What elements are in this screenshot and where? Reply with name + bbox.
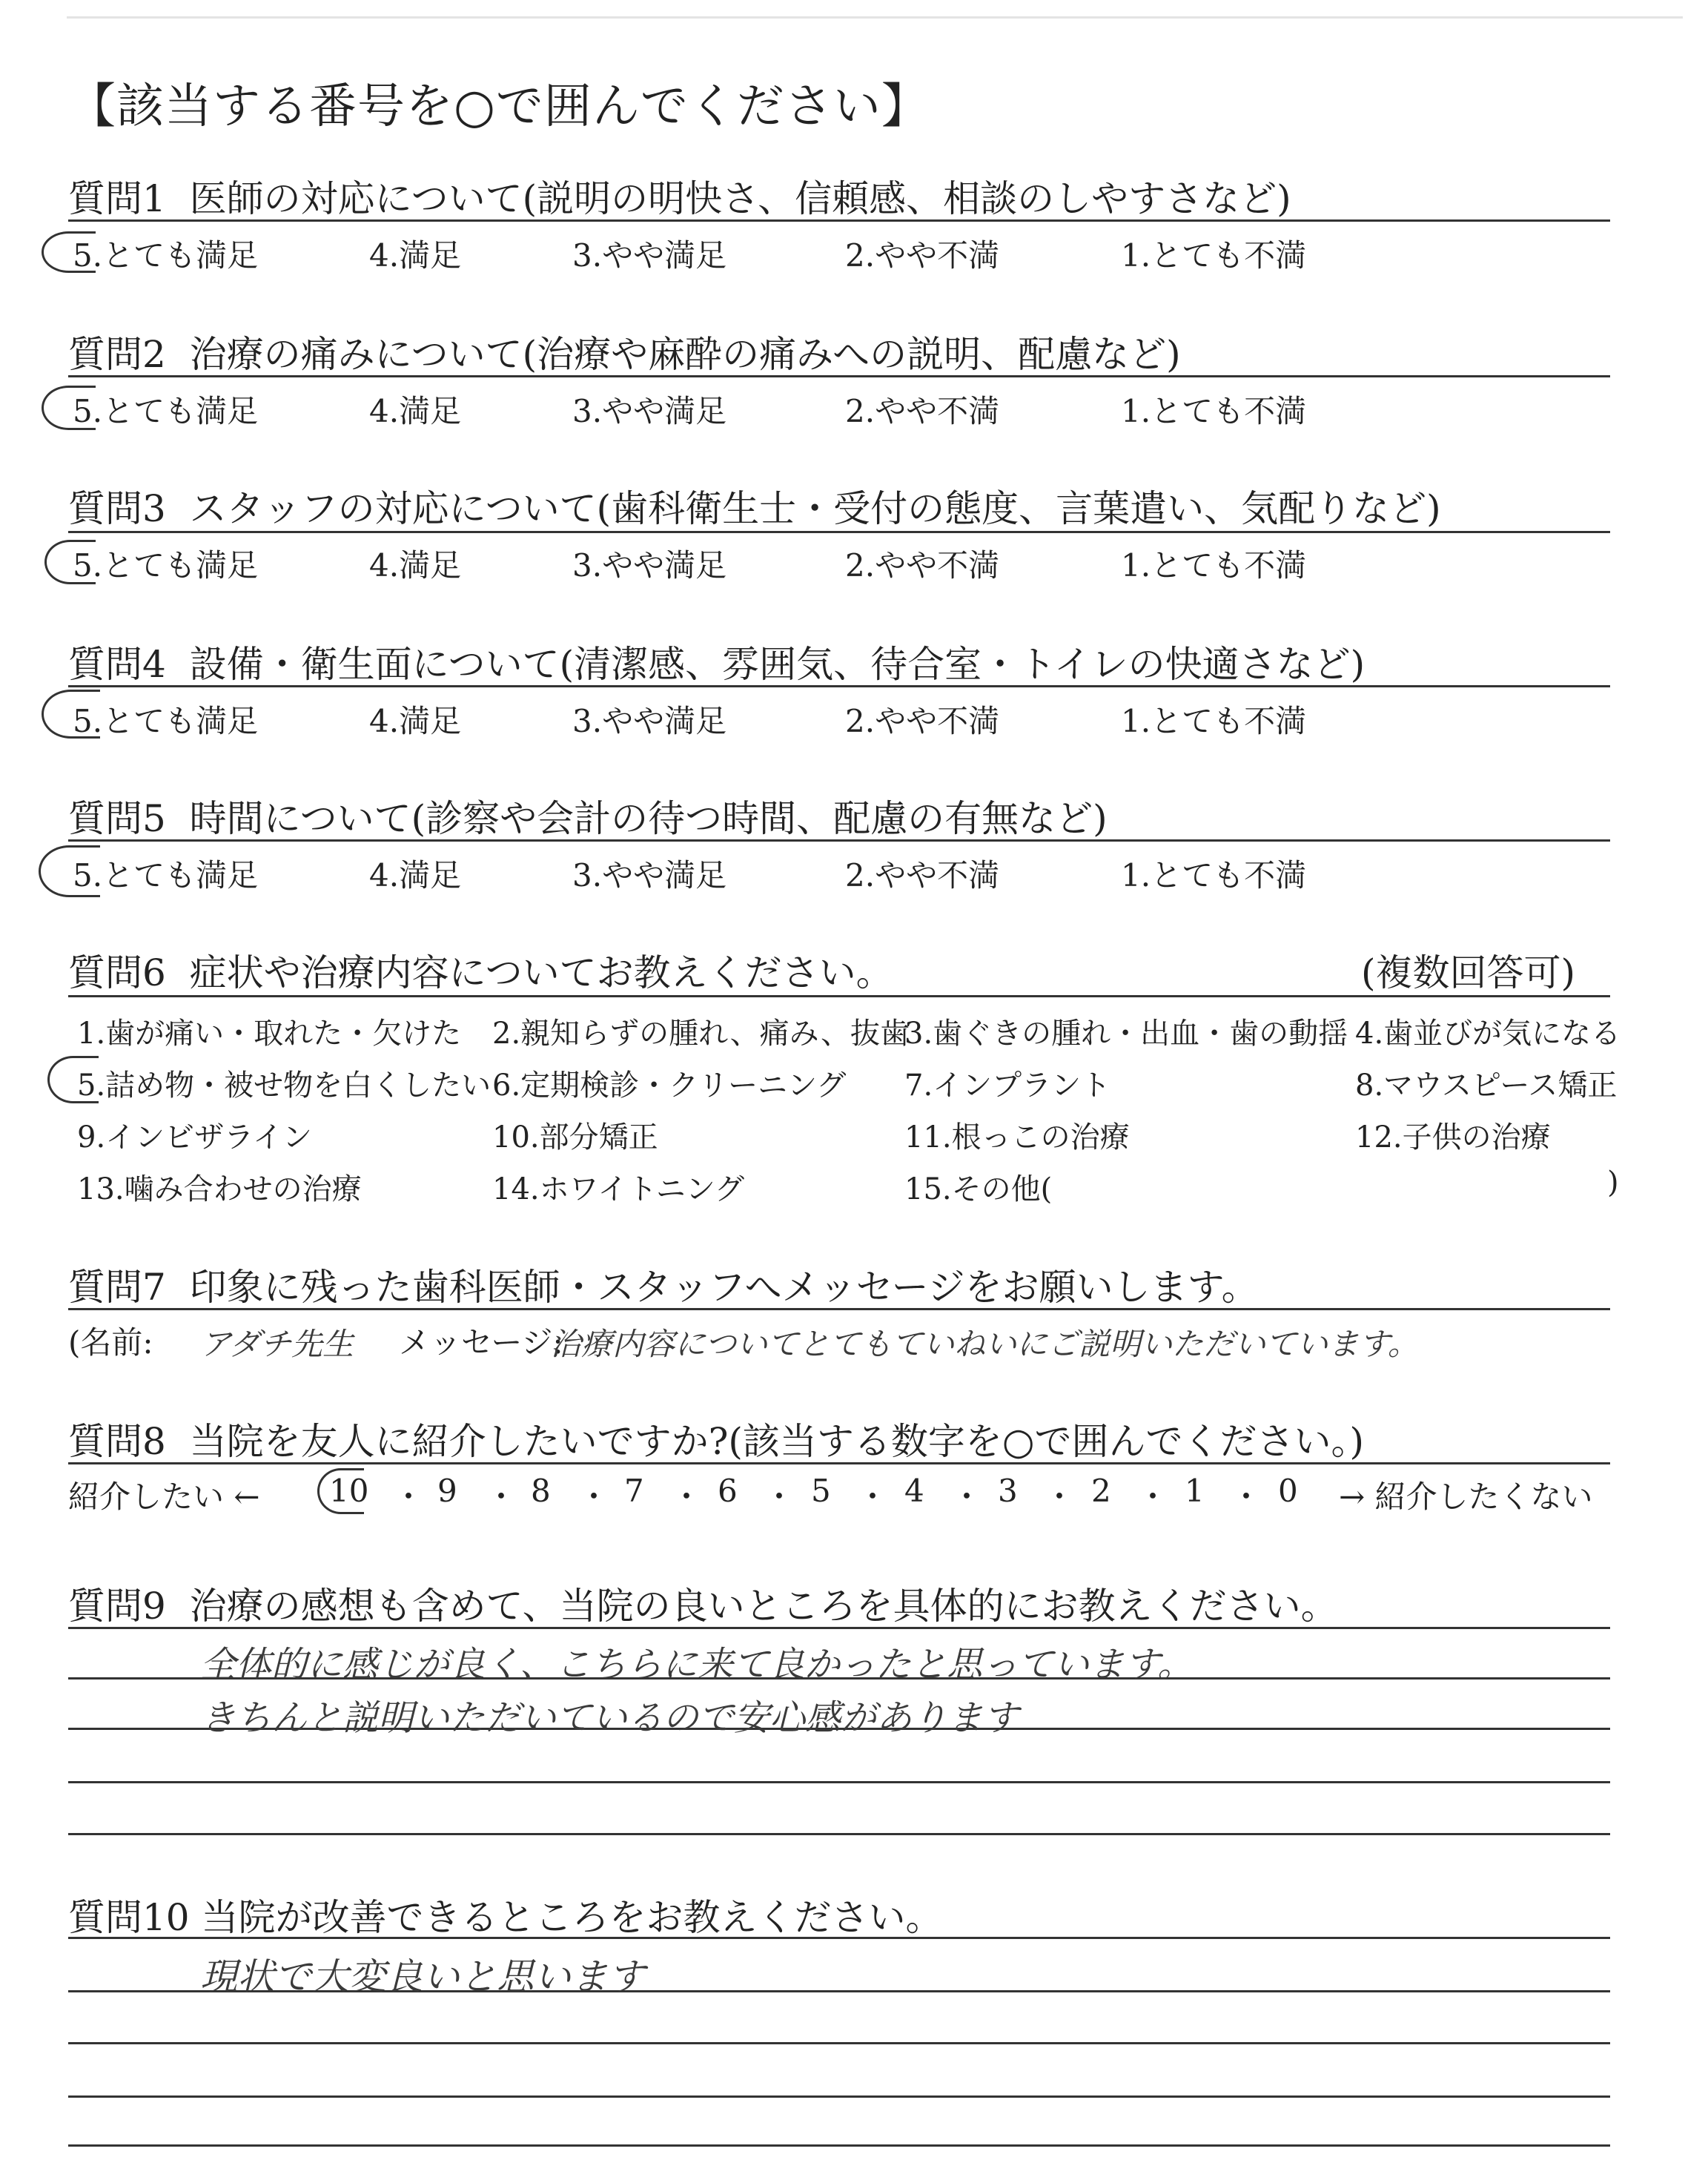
question-4-text: 設備・衛生面について(清潔感、雰囲気、待合室・トイレの快適さなど): [189, 643, 1366, 686]
q6-option-4[interactable]: 4.歯並びが気になる: [1355, 1017, 1621, 1051]
q5-selection-circle: [39, 845, 100, 897]
question-6-rule: [68, 995, 1610, 997]
q8-scale-0[interactable]: 0: [1278, 1473, 1298, 1509]
q3-selection-circle: [44, 540, 96, 584]
q4-option-2[interactable]: 2.やや不満: [845, 703, 1000, 739]
q9-answer-line-1: 全体的に感じが良く、こちらに来て良かったと思っています。: [200, 1644, 1194, 1685]
question-4-rule: [68, 685, 1610, 687]
q5-option-1[interactable]: 1.とても不満: [1121, 857, 1307, 894]
q8-scale-3[interactable]: 3: [998, 1473, 1018, 1509]
q10-line: [68, 1937, 1610, 1939]
q4-option-1[interactable]: 1.とても不満: [1121, 703, 1307, 739]
q8-scale-7[interactable]: 7: [624, 1473, 644, 1509]
question-3: [68, 479, 1441, 532]
question-2-rule: [68, 375, 1610, 377]
question-7-number: 質問7: [68, 1266, 166, 1309]
question-2-number: 質問2: [68, 333, 166, 376]
q8-dot: ・: [578, 1479, 610, 1515]
q10-line: [68, 2144, 1610, 2147]
q1-option-4[interactable]: 4.満足: [369, 237, 462, 274]
q6-option-15-close: ): [1607, 1166, 1619, 1200]
question-6-note: (複数回答可): [1361, 951, 1576, 994]
question-8-text: 当院を友人に紹介したいですか?(該当する数字を○で囲んでください。): [189, 1420, 1365, 1463]
question-4: [68, 635, 1365, 688]
q8-dot: ・: [1137, 1479, 1169, 1515]
q6-option-15[interactable]: 15.その他(: [904, 1172, 1053, 1206]
question-8-rule: [68, 1462, 1610, 1464]
q10-line: [68, 2042, 1610, 2044]
q3-option-5[interactable]: 5.とても満足: [73, 547, 259, 584]
q6-option-6[interactable]: 6.定期検診・クリーニング: [492, 1069, 847, 1103]
q1-option-3[interactable]: 3.やや満足: [572, 237, 727, 274]
question-6: [68, 943, 893, 997]
question-3-text: スタッフの対応について(歯科衛生士・受付の態度、言葉遣い、気配りなど): [189, 487, 1441, 530]
q5-option-4[interactable]: 4.満足: [369, 857, 462, 894]
question-8: [68, 1412, 1364, 1465]
q1-option-5[interactable]: 5.とても満足: [73, 237, 259, 274]
q4-option-3[interactable]: 3.やや満足: [572, 703, 727, 739]
page-title: 【該当する番号を○で囲んでください】: [68, 79, 930, 134]
question-8-number: 質問8: [68, 1420, 166, 1463]
question-7-text: 印象に残った歯科医師・スタッフへメッセージをお願いします。: [189, 1266, 1259, 1309]
q8-scale-5[interactable]: 5: [811, 1473, 831, 1509]
question-1: [68, 169, 1291, 222]
question-3-number: 質問3: [68, 487, 166, 530]
question-4-number: 質問4: [68, 643, 166, 686]
q4-option-5[interactable]: 5.とても満足: [73, 703, 259, 739]
q9-answer-line-2: きちんと説明いただいているので安心感があります: [200, 1697, 1019, 1739]
question-7-rule: [68, 1308, 1610, 1310]
question-2: [68, 325, 1181, 378]
question-7: [68, 1258, 1259, 1311]
question-9: [68, 1576, 1338, 1630]
q2-option-4[interactable]: 4.満足: [369, 393, 462, 429]
q3-option-3[interactable]: 3.やや満足: [572, 547, 727, 584]
q8-scale-4[interactable]: 4: [904, 1473, 924, 1509]
q8-dot: ・: [1231, 1479, 1262, 1515]
question-5-rule: [68, 839, 1610, 842]
question-9-number: 質問9: [68, 1585, 166, 1628]
q8-dot: ・: [671, 1479, 703, 1515]
q7-message-label: メッセージ:: [399, 1324, 563, 1361]
q3-option-2[interactable]: 2.やや不満: [845, 547, 1000, 584]
question-9-text: 治療の感想も含めて、当院の良いところを具体的にお教えください。: [189, 1585, 1338, 1628]
q8-dot: ・: [1044, 1479, 1076, 1515]
q6-option-3[interactable]: 3.歯ぐきの腫れ・出血・歯の動揺: [904, 1017, 1348, 1051]
q2-option-5[interactable]: 5.とても満足: [73, 393, 259, 429]
q8-scale-9[interactable]: 9: [437, 1473, 457, 1509]
q9-line: [68, 1781, 1610, 1783]
q7-message-value: 治療内容についてとてもていねいにご説明いただいています。: [550, 1326, 1419, 1362]
q8-dot: ・: [393, 1479, 425, 1515]
q8-scale-1[interactable]: 1: [1185, 1473, 1205, 1509]
q8-scale-10[interactable]: 10: [329, 1473, 369, 1509]
q6-option-12[interactable]: 12.子供の治療: [1355, 1120, 1551, 1155]
q8-selection-circle: [317, 1468, 364, 1514]
question-6-number: 質問6: [68, 951, 166, 994]
q8-dot: ・: [857, 1479, 889, 1515]
q2-option-1[interactable]: 1.とても不満: [1121, 393, 1307, 429]
q9-line: [68, 1627, 1610, 1629]
q2-option-2[interactable]: 2.やや不満: [845, 393, 1000, 429]
q1-selection-circle: [42, 231, 96, 273]
q8-scale-2[interactable]: 2: [1091, 1473, 1111, 1509]
q8-dot: ・: [951, 1479, 983, 1515]
q8-right-label: → 紹介したくない: [1339, 1479, 1593, 1515]
question-1-text: 医師の対応について(説明の明快さ、信頼感、相談のしやすさなど): [189, 177, 1291, 220]
question-5-number: 質問5: [68, 797, 166, 840]
q2-option-3[interactable]: 3.やや満足: [572, 393, 727, 429]
q2-selection-circle: [42, 386, 96, 430]
q3-option-1[interactable]: 1.とても不満: [1121, 547, 1307, 584]
top-border: [67, 16, 1683, 19]
q6-option-14[interactable]: 14.ホワイトニング: [492, 1172, 745, 1206]
q7-name-value: アダチ先生: [200, 1326, 354, 1362]
q5-option-5[interactable]: 5.とても満足: [73, 857, 259, 894]
question-5: [68, 789, 1108, 842]
question-2-text: 治療の痛みについて(治療や麻酔の痛みへの説明、配慮など): [189, 333, 1181, 376]
question-5-text: 時間について(診察や会計の待つ時間、配慮の有無など): [189, 797, 1108, 840]
q6-option-13[interactable]: 13.噛み合わせの治療: [77, 1172, 362, 1206]
q8-scale-8[interactable]: 8: [531, 1473, 551, 1509]
q5-option-2[interactable]: 2.やや不満: [845, 857, 1000, 894]
q6-option-11[interactable]: 11.根っこの治療: [904, 1120, 1130, 1155]
q6-option-1[interactable]: 1.歯が痛い・取れた・欠けた: [77, 1017, 462, 1051]
question-10-text: 当院が改善できるところをお教えください。: [201, 1896, 943, 1939]
q8-dot: ・: [764, 1479, 795, 1515]
q10-answer-line-1: 現状で大変良いと思います: [200, 1955, 645, 1998]
q1-option-1[interactable]: 1.とても不満: [1121, 237, 1307, 274]
question-10-number: 質問10: [68, 1896, 190, 1939]
q6-option-5[interactable]: 5.詰め物・被せ物を白くしたい: [77, 1069, 491, 1103]
q8-left-label: 紹介したい ←: [68, 1479, 260, 1515]
q6-option-8[interactable]: 8.マウスピース矯正: [1355, 1069, 1618, 1103]
q1-option-2[interactable]: 2.やや不満: [845, 237, 1000, 274]
q6-option-9[interactable]: 9.インビザライン: [77, 1120, 312, 1155]
q6-option-2[interactable]: 2.親知らずの腫れ、痛み、抜歯: [492, 1017, 910, 1051]
q4-option-4[interactable]: 4.満足: [369, 703, 462, 739]
q5-option-3[interactable]: 3.やや満足: [572, 857, 727, 894]
question-1-number: 質問1: [68, 177, 166, 220]
q8-dot: ・: [486, 1479, 517, 1515]
q8-scale-6[interactable]: 6: [718, 1473, 738, 1509]
q3-option-4[interactable]: 4.満足: [369, 547, 462, 584]
question-1-rule: [68, 219, 1610, 222]
q4-selection-circle: [42, 690, 100, 739]
q10-line: [68, 2095, 1610, 2098]
question-10: [68, 1888, 943, 1941]
question-6-text: 症状や治療内容についてお教えください。: [189, 951, 893, 994]
q6-selection-mark: [47, 1056, 99, 1103]
question-3-rule: [68, 531, 1610, 533]
q6-option-7[interactable]: 7.インプラント: [904, 1069, 1111, 1103]
q9-line: [68, 1833, 1610, 1835]
q6-option-10[interactable]: 10.部分矯正: [492, 1120, 658, 1155]
q7-name-label: (名前:: [68, 1324, 153, 1361]
